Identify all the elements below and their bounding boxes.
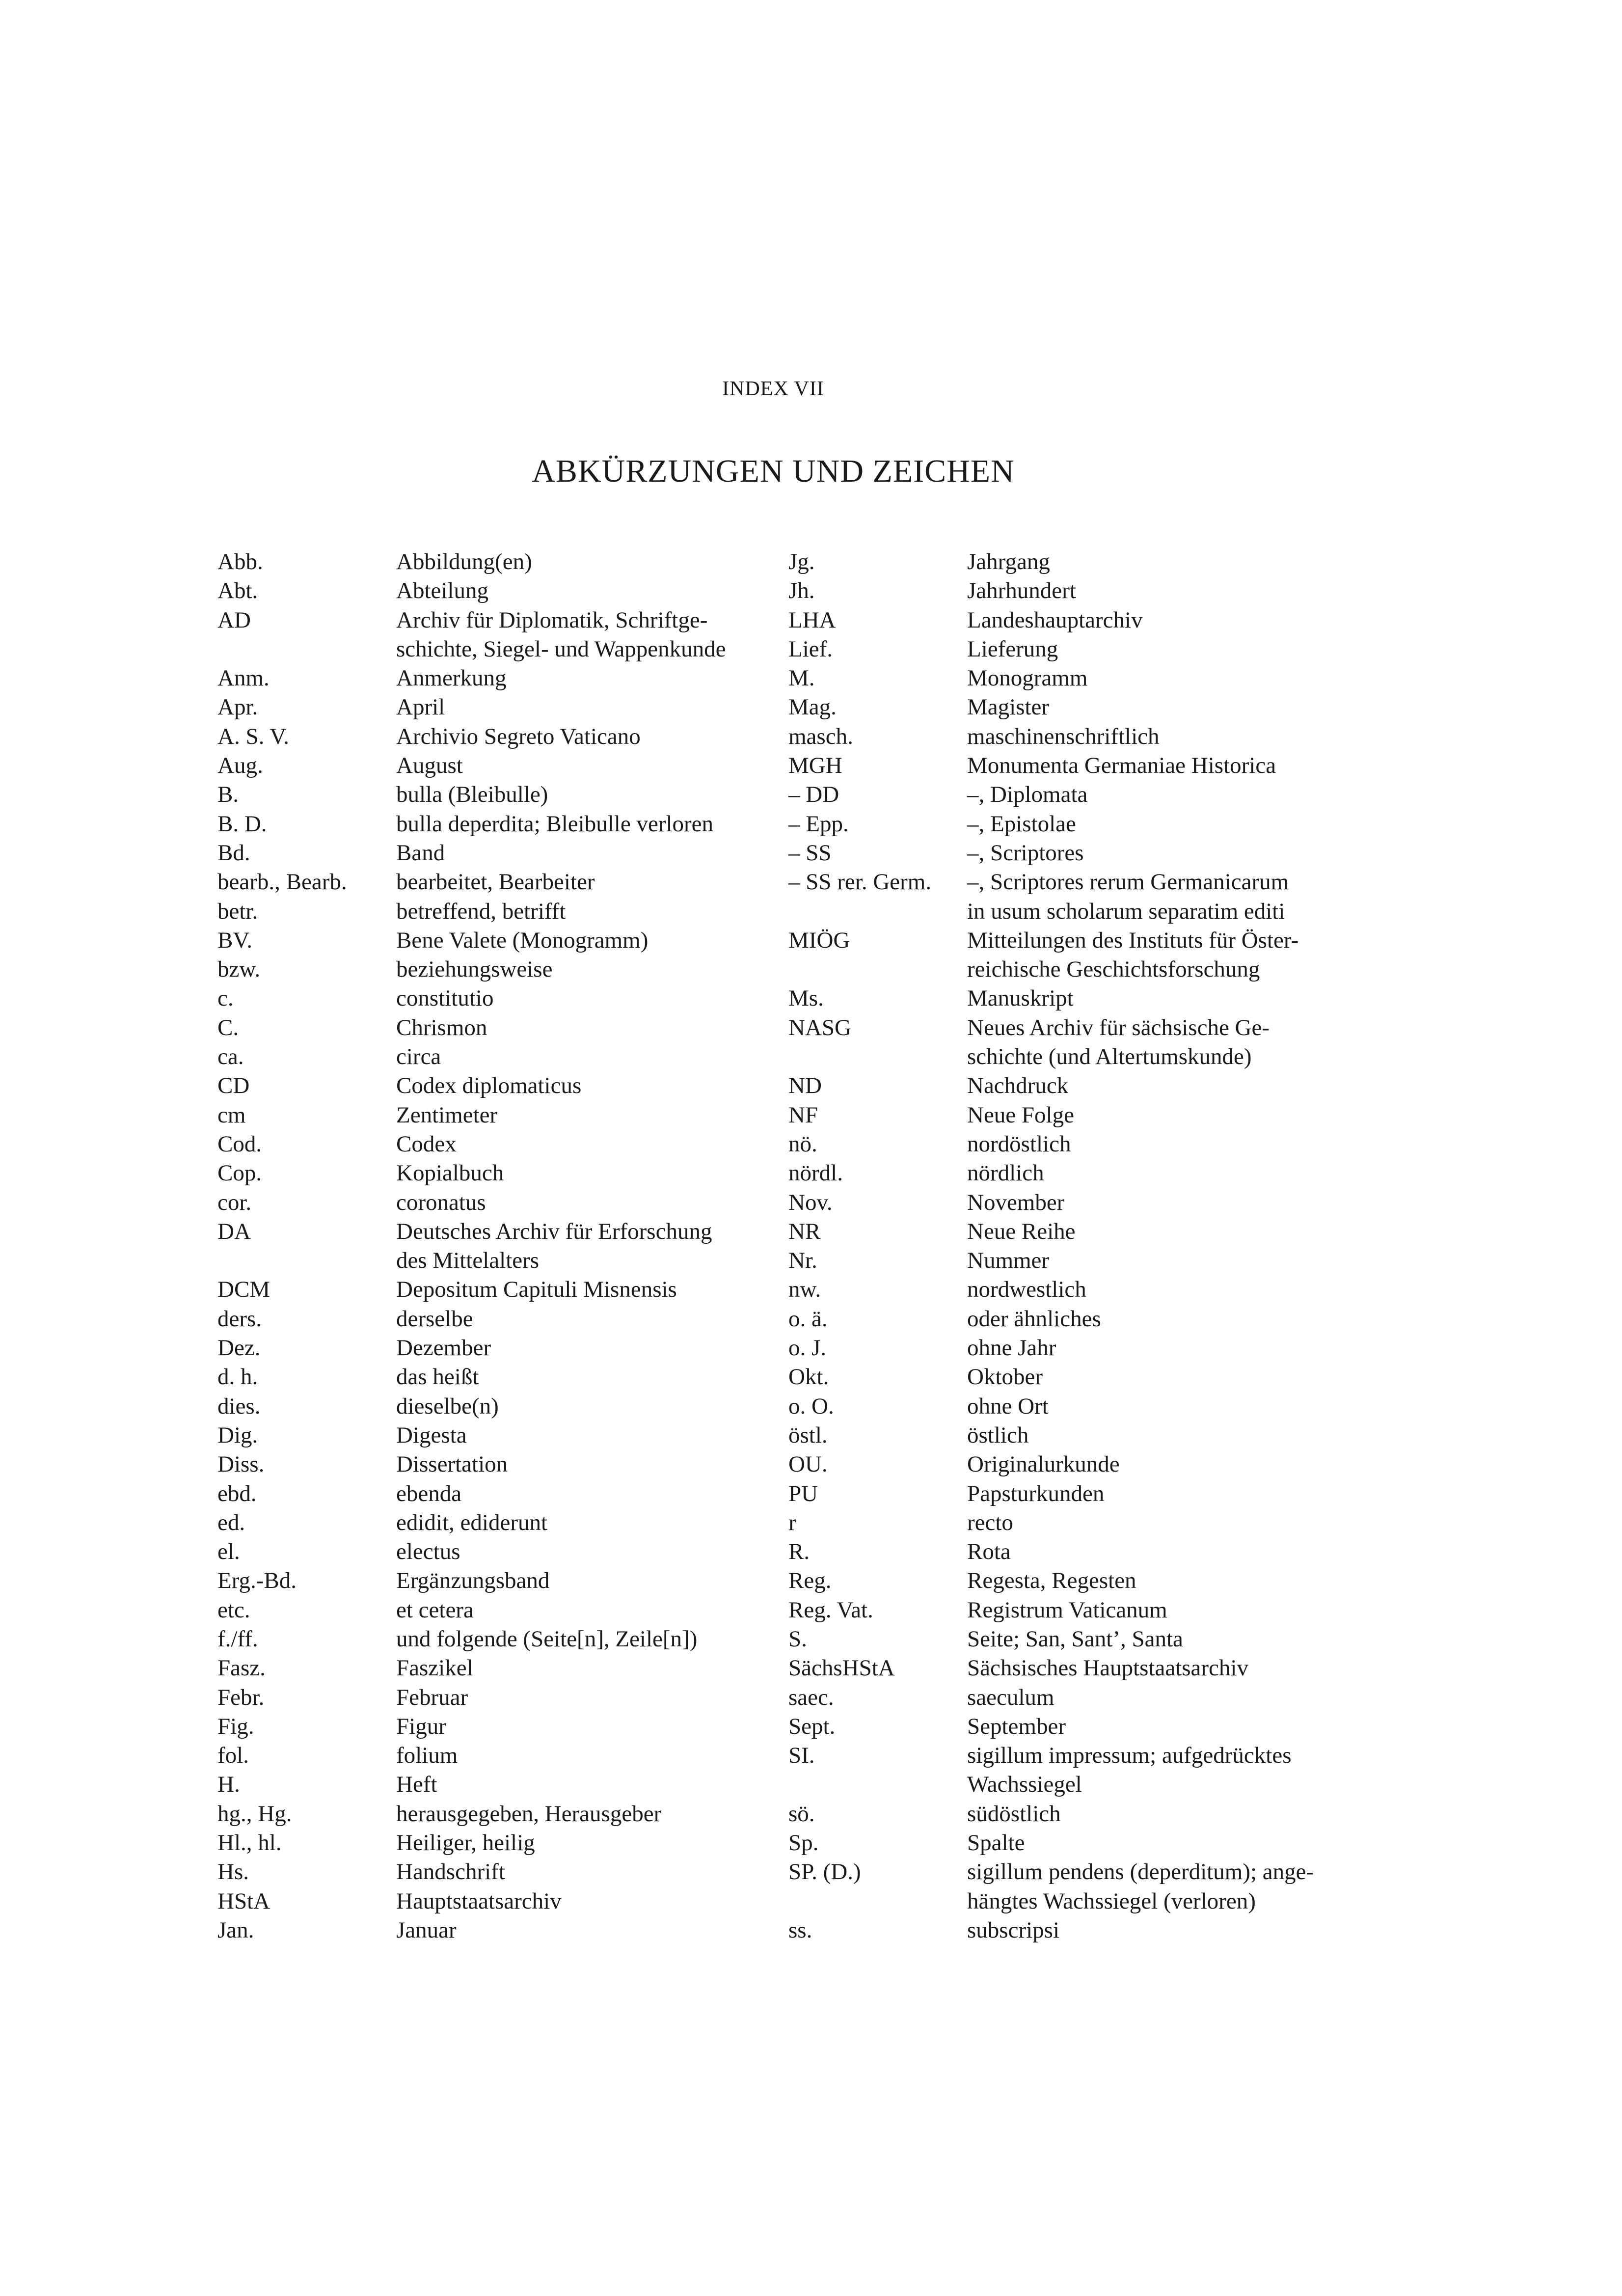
abbreviation-meaning: Landeshauptarchiv	[967, 607, 1143, 633]
abbreviation-meaning: Monumenta Germaniae Historica	[967, 753, 1276, 779]
abbreviation-meaning: Seite; San, Sant’, Santa	[967, 1626, 1183, 1652]
abbreviation-entry	[217, 1887, 777, 1916]
abbreviation-entry	[788, 839, 1387, 868]
abbreviation: H.	[217, 1772, 240, 1798]
abbreviation-entry	[217, 1625, 777, 1654]
abbreviation-entry	[217, 547, 777, 576]
abbreviation-meaning: und folgende (Seite[n], Zeile[n])	[396, 1626, 698, 1652]
abbreviation: – DD	[788, 782, 839, 808]
abbreviation-meaning: Kopialbuch	[396, 1160, 504, 1186]
abbreviation: SächsHStA	[788, 1655, 895, 1681]
abbreviation-entry	[788, 664, 1387, 693]
abbreviation: Nov.	[788, 1189, 833, 1215]
abbreviation-entry	[788, 635, 1387, 664]
abbreviation: saec.	[788, 1684, 834, 1710]
abbreviation-entry	[788, 722, 1387, 751]
abbreviation: NR	[788, 1218, 821, 1244]
abbreviation: d. h.	[217, 1364, 258, 1390]
abbreviation-meaning: bulla (Bleibulle)	[396, 782, 548, 808]
abbreviation-entry	[788, 1305, 1387, 1334]
abbreviation: SP. (D.)	[788, 1859, 861, 1885]
abbreviation-entry	[217, 722, 777, 751]
abbreviation-meaning: Faszikel	[396, 1655, 473, 1681]
abbreviation: bearb., Bearb.	[217, 869, 347, 895]
abbreviation-meaning: Bene Valete (Monogramm)	[396, 927, 649, 953]
abbreviation-entry	[788, 1654, 1387, 1683]
abbreviation-meaning: beziehungsweise	[396, 957, 553, 983]
abbreviation: NF	[788, 1102, 818, 1128]
abbreviation: o. J.	[788, 1335, 827, 1361]
abbreviation-entry	[788, 1101, 1387, 1130]
abbreviation-entry	[217, 1596, 777, 1625]
abbreviation-entry	[788, 1800, 1387, 1829]
abbreviation-meaning: Handschrift	[396, 1859, 505, 1885]
abbreviation-entry	[217, 984, 777, 1013]
abbreviation-meaning: Heiliger, heilig	[396, 1830, 535, 1856]
abbreviation-meaning: herausgegeben, Herausgeber	[396, 1801, 662, 1827]
abbreviation-meaning: Codex	[396, 1131, 457, 1157]
abbreviation: NASG	[788, 1014, 851, 1040]
abbreviation: nö.	[788, 1131, 817, 1157]
abbreviation: Fig.	[217, 1713, 254, 1739]
abbreviation: Diss.	[217, 1451, 265, 1477]
abbreviation: sö.	[788, 1801, 815, 1827]
abbreviation-entry	[788, 1334, 1387, 1363]
abbreviation: HStA	[217, 1888, 270, 1914]
abbreviation-meaning: Monogramm	[967, 665, 1088, 691]
abbreviation-entry	[788, 984, 1387, 1013]
abbreviation: Nr.	[788, 1248, 817, 1274]
abbreviation-meaning: September	[967, 1713, 1066, 1739]
abbreviation: masch.	[788, 723, 853, 749]
abbreviation: Bd.	[217, 840, 250, 866]
abbreviation-entry	[217, 897, 777, 926]
abbreviation-entry	[217, 1916, 777, 1945]
abbreviation-entry	[217, 780, 777, 809]
abbreviation-entry	[788, 1683, 1387, 1712]
abbreviation-entry	[217, 1159, 777, 1188]
abbreviation-meaning: nordöstlich	[967, 1131, 1071, 1157]
abbreviation-meaning: maschinenschriftlich	[967, 723, 1160, 749]
abbreviation: ebd.	[217, 1480, 257, 1506]
abbreviation-entry	[217, 1537, 777, 1566]
abbreviation-meaning: August	[396, 753, 463, 779]
abbreviation-entry	[217, 1188, 777, 1217]
abbreviation-meaning: Neue Reihe	[967, 1218, 1076, 1244]
abbreviation: DA	[217, 1218, 251, 1244]
abbreviation-entry	[788, 606, 1387, 635]
abbreviation: Erg.-Bd.	[217, 1568, 297, 1594]
abbreviation-meaning: oder ähnliches	[967, 1306, 1101, 1332]
abbreviation: Aug.	[217, 753, 263, 779]
abbreviation: Ms.	[788, 985, 824, 1011]
abbreviation-entry	[217, 576, 777, 605]
abbreviation-entry	[217, 1566, 777, 1595]
abbreviation-meaning: Digesta	[396, 1422, 467, 1448]
abbreviation: Dez.	[217, 1335, 261, 1361]
abbreviation: Okt.	[788, 1364, 829, 1390]
abbreviation-meaning: Rota	[967, 1539, 1011, 1565]
abbreviation-meaning: recto	[967, 1509, 1013, 1535]
abbreviation-entry	[217, 926, 777, 955]
abbreviation-entry	[217, 1479, 777, 1508]
abbreviation-meaning: Februar	[396, 1684, 468, 1710]
abbreviation-entry	[217, 1654, 777, 1683]
abbreviation: SI.	[788, 1743, 815, 1769]
abbreviation-meaning: –, Diplomata	[967, 782, 1088, 808]
abbreviation: BV.	[217, 927, 252, 953]
abbreviation-meaning: östlich	[967, 1422, 1029, 1448]
abbreviation: Febr.	[217, 1684, 265, 1710]
abbreviation-meaning: Jahrhundert	[967, 578, 1076, 604]
abbreviation-entry	[217, 1800, 777, 1829]
abbreviation: Abb.	[217, 549, 263, 574]
abbreviation: OU.	[788, 1451, 828, 1477]
abbreviation-entry	[788, 547, 1387, 576]
abbreviation-entry	[217, 664, 777, 693]
abbreviation-entry	[217, 1130, 777, 1159]
abbreviation-entry	[788, 1013, 1387, 1072]
abbreviation-entry	[217, 1858, 777, 1886]
abbreviation: ND	[788, 1073, 822, 1099]
abbreviation-entry	[217, 1712, 777, 1741]
abbreviation-meaning: Sächsisches Hauptstaatsarchiv	[967, 1655, 1248, 1681]
page-title: ABKÜRZUNGEN UND ZEICHEN	[532, 453, 1015, 490]
abbreviation-meaning: sigillum pendens (deperditum); ange- hängtes Wachssiegel (verloren)	[967, 1859, 1314, 1914]
abbreviation-meaning: Abteilung	[396, 578, 488, 604]
abbreviation-meaning: Nachdruck	[967, 1073, 1069, 1099]
abbreviation-meaning: Magister	[967, 694, 1050, 720]
abbreviation-entry	[217, 1508, 777, 1537]
abbreviation: ss.	[788, 1917, 812, 1943]
abbreviation: o. ä.	[788, 1306, 828, 1332]
abbreviation: A. S. V.	[217, 723, 289, 749]
abbreviation-meaning: Mitteilungen des Instituts für Öster- reichische Geschichtsforschung	[967, 927, 1299, 983]
abbreviation: Mag.	[788, 694, 837, 720]
abbreviation-meaning: Archivio Segreto Vaticano	[396, 723, 641, 749]
abbreviation-entry	[217, 1217, 777, 1276]
abbreviation-meaning: Spalte	[967, 1830, 1025, 1856]
abbreviation-meaning: Dissertation	[396, 1451, 508, 1477]
abbreviation-entry	[788, 576, 1387, 605]
abbreviation-entry	[788, 810, 1387, 839]
abbreviation: Dig.	[217, 1422, 258, 1448]
abbreviation: Lief.	[788, 636, 833, 662]
abbreviation-entry	[217, 1042, 777, 1071]
abbreviation-entry	[217, 1305, 777, 1334]
abbreviation: c.	[217, 985, 234, 1011]
abbreviation-column-right	[788, 547, 1387, 1945]
abbreviation-entry	[788, 1479, 1387, 1508]
abbreviation-entry	[217, 1829, 777, 1858]
abbreviation-meaning: dieselbe(n)	[396, 1393, 499, 1419]
abbreviation-entry	[788, 1450, 1387, 1479]
abbreviation-meaning: Jahrgang	[967, 549, 1050, 574]
abbreviation-column-left	[217, 547, 777, 1945]
abbreviation: ca.	[217, 1044, 244, 1070]
abbreviation-meaning: saeculum	[967, 1684, 1054, 1710]
abbreviation: nördl.	[788, 1160, 843, 1186]
abbreviation: CD	[217, 1073, 250, 1099]
abbreviation: östl.	[788, 1422, 828, 1448]
abbreviation: – Epp.	[788, 811, 849, 837]
abbreviation-meaning: Ergänzungsband	[396, 1568, 550, 1594]
abbreviation: PU	[788, 1480, 818, 1506]
abbreviation-meaning: –, Scriptores	[967, 840, 1084, 866]
abbreviation-entry	[788, 1217, 1387, 1246]
abbreviation-entry	[217, 606, 777, 664]
abbreviation: Fasz.	[217, 1655, 266, 1681]
abbreviation-meaning: Oktober	[967, 1364, 1043, 1390]
abbreviation-meaning: Figur	[396, 1713, 446, 1739]
abbreviation-meaning: subscripsi	[967, 1917, 1059, 1943]
abbreviation: Apr.	[217, 694, 258, 720]
abbreviation-meaning: derselbe	[396, 1306, 473, 1332]
abbreviation-entry	[217, 1770, 777, 1799]
abbreviation-meaning: bearbeitet, Bearbeiter	[396, 869, 595, 895]
abbreviation-entry	[217, 693, 777, 722]
abbreviation-entry	[217, 1450, 777, 1479]
abbreviation: Cop.	[217, 1160, 262, 1186]
abbreviation-meaning: Papsturkunden	[967, 1480, 1105, 1506]
abbreviation-meaning: Januar	[396, 1917, 457, 1943]
abbreviation: Jh.	[788, 578, 815, 604]
abbreviation-entry	[788, 1275, 1387, 1304]
abbreviation-meaning: November	[967, 1189, 1065, 1215]
abbreviation-meaning: Regesta, Regesten	[967, 1568, 1136, 1594]
abbreviation: AD	[217, 607, 251, 633]
abbreviation: B.	[217, 782, 239, 808]
abbreviation: Anm.	[217, 665, 270, 691]
abbreviation-entry	[217, 839, 777, 868]
abbreviation-meaning: Chrismon	[396, 1014, 487, 1040]
abbreviation: Cod.	[217, 1131, 262, 1157]
abbreviation-entry	[788, 1916, 1387, 1945]
abbreviation-entry	[788, 1392, 1387, 1421]
abbreviation-entry	[217, 1683, 777, 1712]
abbreviation-meaning: Registrum Vaticanum	[967, 1597, 1167, 1623]
abbreviation-meaning: bulla deperdita; Bleibulle verloren	[396, 811, 714, 837]
abbreviation-meaning: Neues Archiv für sächsische Ge- schichte (und Altertumskunde)	[967, 1014, 1270, 1070]
abbreviation-entry	[217, 868, 777, 897]
abbreviation-meaning: Hauptstaatsarchiv	[396, 1888, 562, 1914]
abbreviation-meaning: sigillum impressum; aufgedrücktes Wachssiegel	[967, 1743, 1292, 1798]
abbreviation-entry	[788, 1712, 1387, 1741]
abbreviation: etc.	[217, 1597, 250, 1623]
abbreviation: ders.	[217, 1306, 262, 1332]
abbreviation-entry	[788, 1829, 1387, 1858]
abbreviation-entry	[217, 955, 777, 984]
abbreviation-entry	[217, 1013, 777, 1042]
abbreviation-entry	[788, 1421, 1387, 1450]
abbreviation-entry	[217, 1741, 777, 1770]
abbreviation: R.	[788, 1539, 810, 1565]
abbreviation-meaning: südöstlich	[967, 1801, 1061, 1827]
abbreviation: nw.	[788, 1277, 821, 1303]
abbreviation-entry	[217, 1334, 777, 1363]
abbreviation-entry	[788, 780, 1387, 809]
abbreviation: – SS rer. Germ.	[788, 869, 932, 895]
abbreviation-meaning: Neue Folge	[967, 1102, 1074, 1128]
abbreviation-entry	[788, 751, 1387, 780]
abbreviation: MGH	[788, 753, 842, 779]
abbreviation-meaning: Manuskript	[967, 985, 1074, 1011]
abbreviation-entry	[788, 1130, 1387, 1159]
abbreviation: hg., Hg.	[217, 1801, 292, 1827]
abbreviation-entry	[217, 751, 777, 780]
index-label: INDEX VII	[722, 378, 824, 400]
abbreviation-entry	[788, 1596, 1387, 1625]
abbreviation-meaning: Originalurkunde	[967, 1451, 1120, 1477]
abbreviation-entry	[788, 1188, 1387, 1217]
abbreviation-meaning: –, Epistolae	[967, 811, 1076, 837]
abbreviation: C.	[217, 1014, 239, 1040]
abbreviation-meaning: Dezember	[396, 1335, 491, 1361]
abbreviation-meaning: –, Scriptores rerum Germanicarum in usum scholarum separatim editi	[967, 869, 1289, 924]
abbreviation-entry	[788, 1858, 1387, 1916]
abbreviation-entry	[217, 1071, 777, 1100]
abbreviation-entry	[788, 926, 1387, 984]
abbreviation: dies.	[217, 1393, 261, 1419]
abbreviation-meaning: Heft	[396, 1772, 437, 1798]
abbreviation: M.	[788, 665, 815, 691]
abbreviation-entry	[788, 1625, 1387, 1654]
abbreviation-meaning: circa	[396, 1044, 441, 1070]
abbreviation-entry	[788, 1537, 1387, 1566]
abbreviation-meaning: betreffend, betrifft	[396, 898, 566, 924]
abbreviation-meaning: nördlich	[967, 1160, 1044, 1186]
abbreviation: Hs.	[217, 1859, 249, 1885]
abbreviation-entry	[217, 810, 777, 839]
abbreviation-meaning: Abbildung(en)	[396, 549, 532, 574]
abbreviation-entry	[788, 1246, 1387, 1275]
abbreviation: DCM	[217, 1277, 270, 1303]
abbreviation: r	[788, 1509, 796, 1535]
abbreviation-entry	[217, 1275, 777, 1304]
abbreviation: Sept.	[788, 1713, 836, 1739]
abbreviation: cor.	[217, 1189, 252, 1215]
abbreviation-entry	[788, 868, 1387, 926]
abbreviation-meaning: Deutsches Archiv für Erforschung des Mittelalters	[396, 1218, 712, 1274]
abbreviation-meaning: edidit, ediderunt	[396, 1509, 548, 1535]
abbreviation-entry	[788, 1071, 1387, 1100]
abbreviation: Abt.	[217, 578, 258, 604]
abbreviation: B. D.	[217, 811, 267, 837]
abbreviation-entry	[217, 1363, 777, 1392]
abbreviation-meaning: ohne Ort	[967, 1393, 1049, 1419]
abbreviation: betr.	[217, 898, 258, 924]
abbreviation-meaning: Depositum Capituli Misnensis	[396, 1277, 677, 1303]
abbreviation: bzw.	[217, 957, 261, 983]
abbreviation: – SS	[788, 840, 832, 866]
abbreviation-entry	[788, 693, 1387, 722]
abbreviation-meaning: Band	[396, 840, 445, 866]
abbreviation-meaning: Nummer	[967, 1248, 1050, 1274]
abbreviation-meaning: nordwestlich	[967, 1277, 1086, 1303]
abbreviation: S.	[788, 1626, 807, 1652]
abbreviation-meaning: ohne Jahr	[967, 1335, 1056, 1361]
abbreviation-meaning: Archiv für Diplomatik, Schriftge- schichte, Siegel- und Wappenkunde	[396, 607, 726, 662]
abbreviation: MIÖG	[788, 927, 850, 953]
abbreviation: f./ff.	[217, 1626, 258, 1652]
abbreviation: cm	[217, 1102, 246, 1128]
abbreviation: Hl., hl.	[217, 1830, 282, 1856]
abbreviation: LHA	[788, 607, 836, 633]
abbreviation-entry	[788, 1363, 1387, 1392]
abbreviation: ed.	[217, 1509, 245, 1535]
abbreviation: Reg.	[788, 1568, 832, 1594]
abbreviation: fol.	[217, 1743, 249, 1769]
abbreviation-entry	[788, 1508, 1387, 1537]
abbreviation-meaning: et cetera	[396, 1597, 474, 1623]
abbreviation-entry	[788, 1566, 1387, 1595]
abbreviation-meaning: constitutio	[396, 985, 494, 1011]
abbreviation-meaning: Codex diplomaticus	[396, 1073, 582, 1099]
abbreviation: Reg. Vat.	[788, 1597, 873, 1623]
abbreviation: Sp.	[788, 1830, 819, 1856]
abbreviation: el.	[217, 1539, 240, 1565]
abbreviation-meaning: Anmerkung	[396, 665, 507, 691]
abbreviation-meaning: Lieferung	[967, 636, 1058, 662]
abbreviation-entry	[788, 1741, 1387, 1800]
abbreviation: o. O.	[788, 1393, 834, 1419]
abbreviation-meaning: ebenda	[396, 1480, 462, 1506]
abbreviation-meaning: folium	[396, 1743, 458, 1769]
abbreviation-entry	[217, 1392, 777, 1421]
abbreviation-meaning: April	[396, 694, 445, 720]
abbreviation-meaning: Zentimeter	[396, 1102, 498, 1128]
abbreviation-meaning: coronatus	[396, 1189, 486, 1215]
abbreviation: Jg.	[788, 549, 815, 574]
abbreviation-entry	[217, 1101, 777, 1130]
abbreviation-entry	[217, 1421, 777, 1450]
abbreviation-meaning: das heißt	[396, 1364, 479, 1390]
abbreviation-entry	[788, 1159, 1387, 1188]
abbreviation: Jan.	[217, 1917, 254, 1943]
abbreviation-meaning: electus	[396, 1539, 460, 1565]
